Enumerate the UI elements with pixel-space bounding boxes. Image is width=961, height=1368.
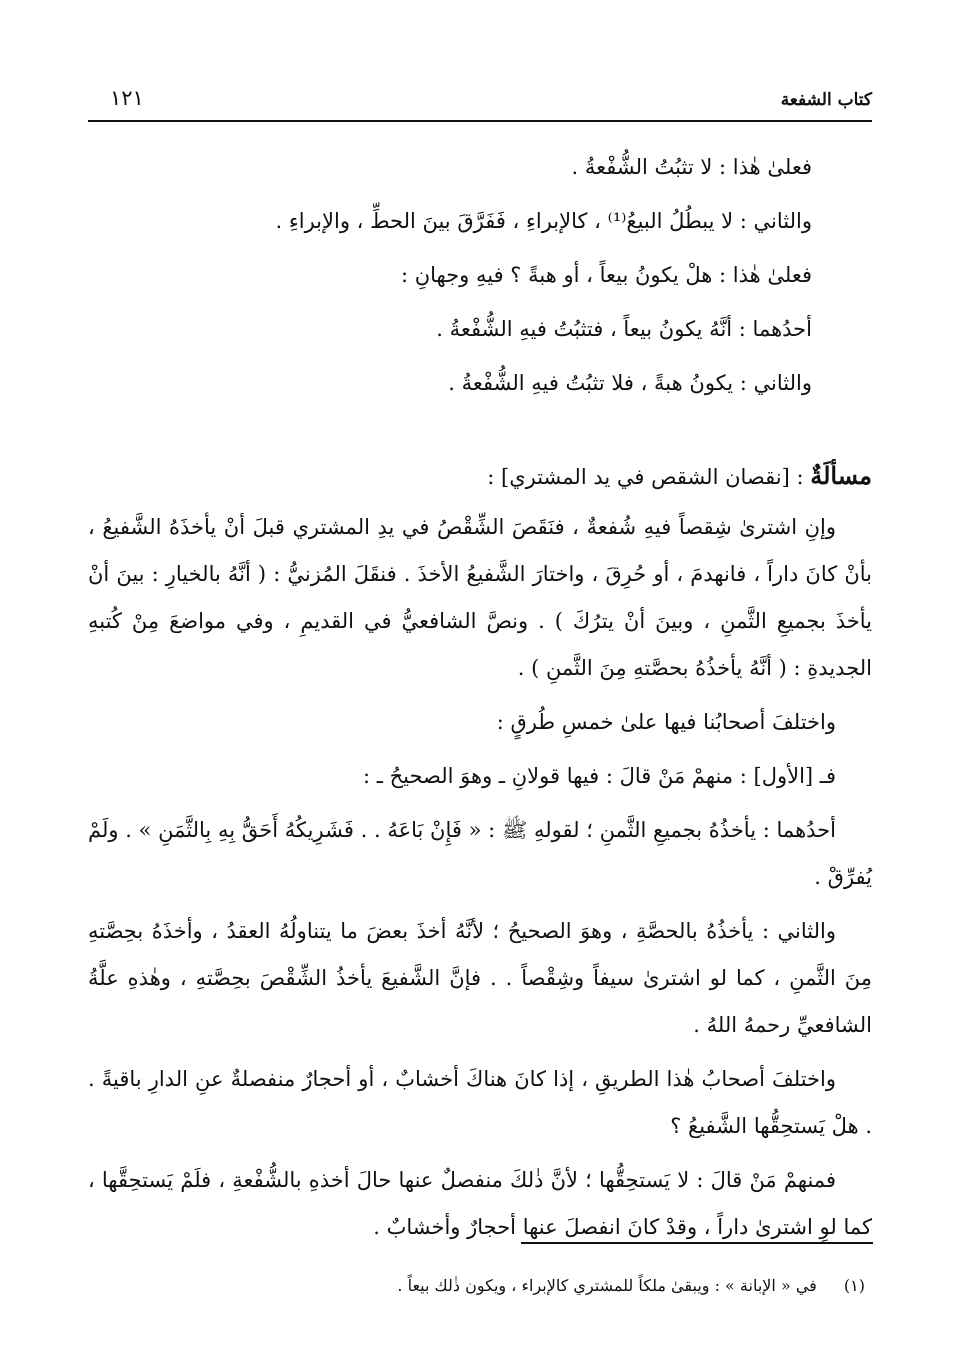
masala-word: مسألَةٌ	[810, 461, 872, 490]
footnote	[89, 1276, 865, 1295]
footnote-separator	[521, 1242, 873, 1244]
paragraph: واختلفَ أصحابُ هٰذا الطريقِ ، إذا كانَ هناكَ أخشابٌ ، أو أحجارٌ منفصلةٌ عنِ الدارِ باقيةً . . هلْ يَستحِقُّها الشَّفيعُ ؟	[88, 1067, 872, 1138]
paragraph: وإنِ اشترىٰ شِقصاً فيهِ شُفعةٌ ، فنَقَصَ الشِّقْصُ في يدِ المشتري قبلَ أنْ يأخذَهُ الشَّفيعُ ، بأنْ كانَ داراً ، فانهدمَ ، أو حُرِقَ ، واختارَ الشَّفيعُ الأخذَ . فنقَلَ المُزنيُّ : ( أنَّهُ بالخيارِ : بينَ أنْ يأخذَ بجميعِ الثَّمنِ ، وبينَ أنْ يترُكَ ) . ونصَّ الشافعيُّ في القديمِ ، وفي مواضعَ مِنْ كُتبهِ الجديدةِ : ( أنَّهُ يأخذُهُ بحصَّتهِ مِنَ الثَّمنِ ) .	[88, 515, 872, 680]
chapter-title: كتاب الشفعة	[780, 90, 872, 110]
text-line: أحدُهما : أنَّهُ يكونُ بيعاً ، فتثبُتُ فيهِ الشُّفْعةُ .	[436, 317, 812, 341]
paragraph: فمنهمْ مَنْ قالَ : لا يَستحِقُّها ؛ لأنَّ ذٰلكَ منفصلٌ عنها حالَ أخذهِ بالشُّفْعةِ ، فلَمْ يَستحِقَّها ، كما لوِ اشترىٰ داراً ، وقدْ كانَ انفصلَ عنها أحجارٌ وأخشابٌ .	[88, 1168, 872, 1239]
paragraph: واختلفَ أصحابُنا فيها علىٰ خمسِ طُرقٍ :	[496, 710, 836, 734]
masala-title: : [نقصان الشقص في يد المشتري] :	[487, 465, 804, 489]
page-number: ١٢١	[110, 86, 144, 110]
page-body	[88, 140, 872, 1251]
footnote-text: في « الإبانة » : ويبقىٰ ملكاً للمشتري كالإبراء ، ويكون ذٰلك بيعاً .	[397, 1276, 817, 1295]
text-line: والثاني : لا يبطُلُ البيعُ⁽¹⁾ ، كالإبراءِ ، فَفَرَّقَ بينَ الحطِّ ، والإبراءِ .	[275, 209, 812, 233]
paragraph: والثاني : يأخذُهُ بالحصَّةِ ، وهوَ الصحيحُ ؛ لأنَّهُ أخذَ بعضَ ما يتناولُهُ العقدُ ، وأخذَهُ بحِصَّتهِ مِنَ الثَّمنِ ، كما لو اشترىٰ سيفاً وشِقْصاً . . فإنَّ الشَّفيعَ يأخذُ الشِّقْصَ بحِصَّتهِ ، وهٰذهِ علَّةُ الشافعيِّ رحمهُ اللهُ .	[88, 919, 872, 1037]
footnote-number: (١)	[843, 1276, 865, 1295]
section-heading	[88, 448, 872, 504]
text-line: والثاني : يكونُ هبةً ، فلا تثبُتُ فيهِ الشُّفْعةُ .	[448, 371, 812, 395]
page-header	[88, 80, 872, 122]
text-line: فعلىٰ هٰذا : لا تثبُتُ الشُّفْعةُ .	[571, 155, 812, 179]
text-line: فعلىٰ هٰذا : هلْ يكونُ بيعاً ، أو هبةً ؟ فيهِ وجهانِ :	[400, 263, 812, 287]
paragraph: أحدُهما : يأخذُهُ بجميعِ الثَّمنِ ؛ لقولهِ ﷺ : « فَإِنْ بَاعَهُ . . فَشَرِيكُهُ أَحَقُّ بِهِ بِالثَّمَنِ » . ولَمْ يُفرِّقْ .	[88, 818, 872, 889]
section-gap	[88, 410, 872, 448]
paragraph: فـ [الأول] : منهمْ مَنْ قالَ : فيها قولانِ ـ وهوَ الصحيحُ ـ :	[363, 764, 836, 788]
